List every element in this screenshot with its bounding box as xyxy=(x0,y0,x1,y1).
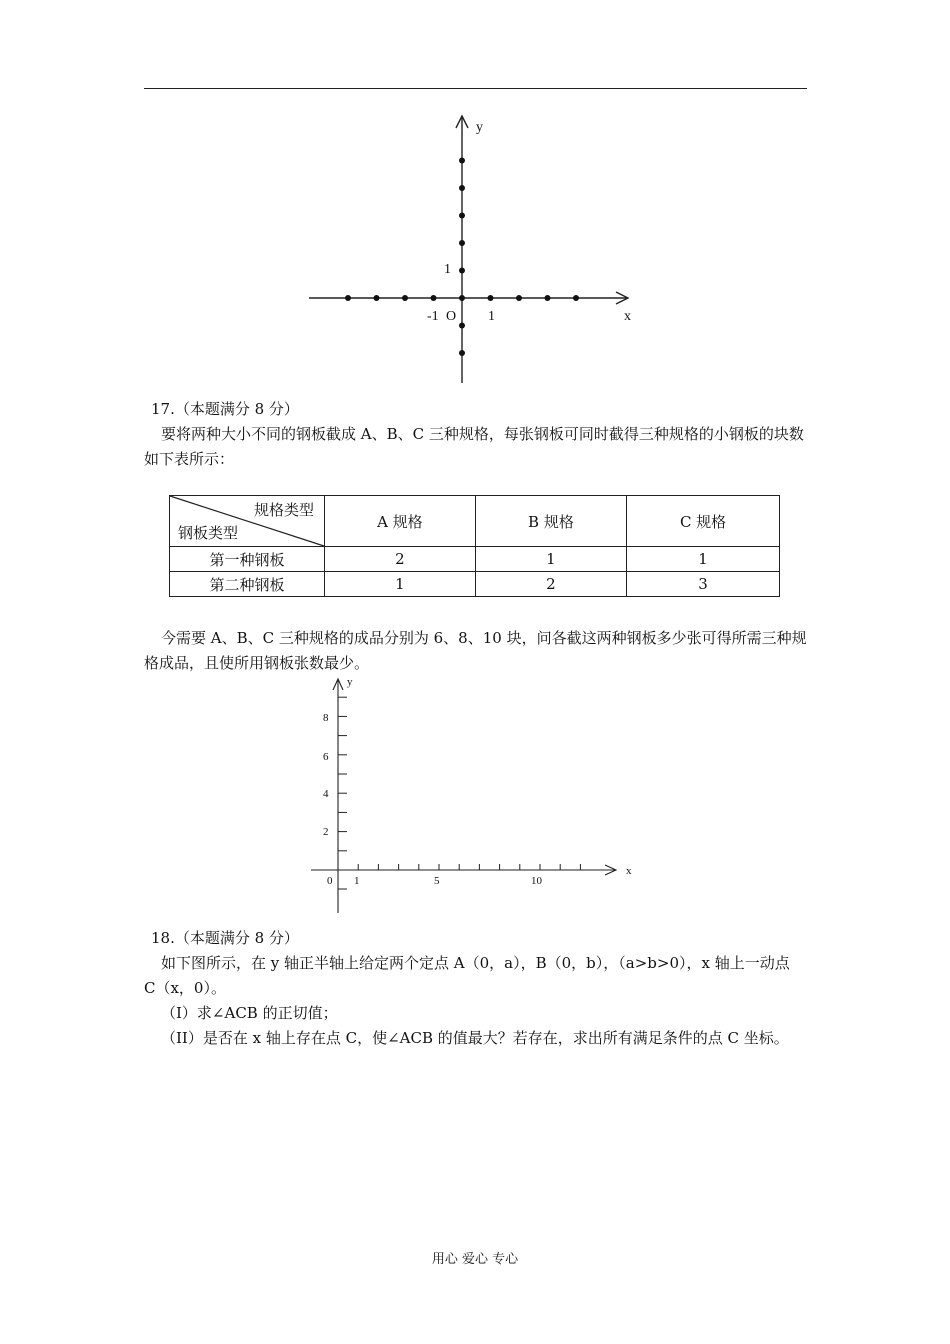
table-cell: 1 xyxy=(627,547,780,572)
table-cell: 3 xyxy=(627,572,780,597)
q18-header: 18.（本题满分 8 分） xyxy=(151,929,299,947)
q18-part1: （I）求∠ACB 的正切值； xyxy=(161,1004,338,1022)
q17-intro: 要将两种大小不同的钢板截成 A、B、C 三种规格，每张钢板可同时截得三种规格的小钢板的块数如下表所示： xyxy=(144,425,804,468)
table-col-header: B 规格 xyxy=(475,496,626,547)
page-footer: 用心 爱心 专心 xyxy=(431,1252,519,1267)
fig2-y-label: y xyxy=(347,676,353,688)
fig1-y-label: y xyxy=(476,120,483,135)
table-row-label: 第一种钢板 xyxy=(170,547,325,572)
fig2-y-label-8: 8 xyxy=(323,712,329,724)
table-corner-top: 规格类型 xyxy=(253,501,314,519)
q17-question: 今需要 A、B、C 三种规格的成品分别为 6、8、10 块，问各截这两种钢板多少张可得所需三种规格成品，且使所用钢板张数最少。 xyxy=(144,629,807,672)
table-col-header: A 规格 xyxy=(325,496,476,547)
fig2-x-label-5: 5 xyxy=(434,875,440,887)
table-row-label: 第二种钢板 xyxy=(170,572,325,597)
fig1-y-tick-1: 1 xyxy=(444,262,451,277)
table-cell: 1 xyxy=(475,547,626,572)
fig1-x-label: x xyxy=(624,309,631,324)
q17-header: 17.（本题满分 8 分） xyxy=(151,400,299,418)
table-cell: 1 xyxy=(325,572,476,597)
fig2-y-label-4: 4 xyxy=(323,788,329,800)
q18-line1: 如下图所示，在 y 轴正半轴上给定两个定点 A（0，a），B（0，b），（a>b>0），x 轴上一动点 xyxy=(161,954,790,972)
table-cell: 2 xyxy=(325,547,476,572)
table-col-header: C 规格 xyxy=(627,496,780,547)
table-corner-bottom: 钢板类型 xyxy=(178,524,239,542)
fig2-x-label-10: 10 xyxy=(531,875,542,887)
fig2-y-label-6: 6 xyxy=(323,751,329,763)
fig2-y-label-2: 2 xyxy=(323,826,329,838)
fig2-origin-label: 0 xyxy=(327,875,333,887)
table-cell: 2 xyxy=(475,572,626,597)
fig1-origin-label: O xyxy=(446,309,457,324)
fig2-x-label: x xyxy=(626,865,632,877)
fig1-x-tick-neg1: -1 xyxy=(427,309,439,324)
q18-line2: C（x，0）。 xyxy=(144,979,226,997)
q18-part2: （II）是否在 x 轴上存在点 C，使∠ACB 的值最大？若存在，求出所有满足条件的点 C 坐标。 xyxy=(161,1029,789,1047)
fig1-x-tick-1: 1 xyxy=(488,309,495,324)
fig2-x-label-1: 1 xyxy=(354,875,360,887)
